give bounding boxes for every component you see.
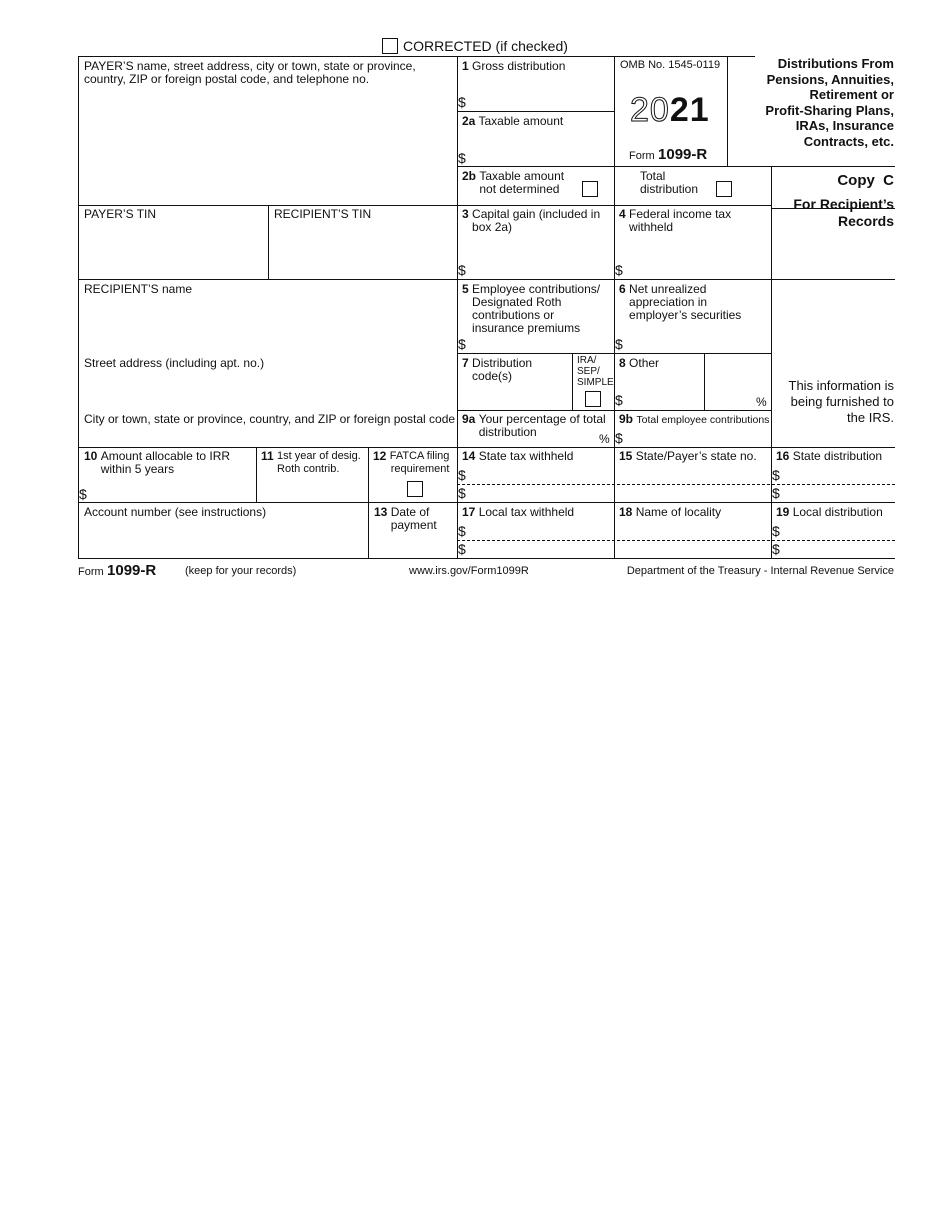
omb-number: OMB No. 1545-0119 bbox=[620, 59, 721, 71]
box9b-field[interactable] bbox=[627, 429, 767, 446]
box15-field-2[interactable] bbox=[616, 485, 769, 501]
irs-info: This information is being furnished to the IRS. bbox=[788, 378, 894, 425]
rule-166 bbox=[457, 166, 771, 167]
box2b-checkbox[interactable] bbox=[582, 181, 598, 197]
box8-field[interactable] bbox=[627, 390, 701, 408]
box8-label: 8 Other bbox=[619, 356, 660, 370]
recipient-name-label: RECIPIENT’S name bbox=[84, 282, 193, 296]
box5-field[interactable] bbox=[470, 334, 610, 351]
box6-dollar: $ bbox=[615, 336, 623, 352]
rule-col-727 bbox=[727, 56, 728, 166]
box10-field[interactable] bbox=[91, 484, 253, 501]
box17-label: 17 Local tax withheld bbox=[462, 505, 575, 519]
box9a-percent: % bbox=[599, 432, 610, 446]
corrected-checkbox[interactable] bbox=[382, 38, 398, 54]
box17-dollar-2: $ bbox=[458, 541, 466, 557]
box8-percent: % bbox=[756, 395, 767, 409]
box14-dollar-1: $ bbox=[458, 467, 466, 483]
rule-7ira bbox=[572, 353, 573, 410]
box4-dollar: $ bbox=[615, 262, 623, 278]
box2b-label: 2b Taxable amount not determined bbox=[462, 169, 565, 196]
box19-field-1[interactable] bbox=[784, 522, 894, 539]
box8-dollar: $ bbox=[615, 392, 623, 408]
box5-label: 5 Employee contributions/ Designated Roth contributions or insurance premiums bbox=[462, 282, 601, 335]
box4-field[interactable] bbox=[627, 258, 767, 277]
box17-field-1[interactable] bbox=[470, 522, 610, 539]
rule-tin bbox=[268, 205, 269, 279]
box3-label: 3 Capital gain (included in box 2a) bbox=[462, 207, 601, 234]
box9a-label: 9a Your percentage of total distribution bbox=[462, 412, 606, 439]
rule-top bbox=[78, 56, 755, 57]
form-title: Distributions From Pensions, Annuities, Retirement or Profit-Sharing Plans, IRAs, Insurance Contracts, etc. bbox=[765, 56, 894, 149]
rule-410 bbox=[457, 410, 771, 411]
box16-dollar-1: $ bbox=[772, 467, 780, 483]
box17-field-2[interactable] bbox=[470, 541, 610, 557]
box4-label: 4 Federal income tax withheld bbox=[619, 207, 732, 234]
box7-label: 7 Distribution code(s) bbox=[462, 356, 533, 383]
copy-name: Copy C bbox=[837, 172, 894, 189]
box10-label: 10 Amount allocable to IRR within 5 years bbox=[84, 449, 231, 476]
box13-label: 13 Date of payment bbox=[374, 505, 437, 532]
box14-field-1[interactable] bbox=[470, 466, 610, 483]
box19-label: 19 Local distribution bbox=[776, 505, 883, 519]
box16-field-1[interactable] bbox=[784, 466, 894, 483]
box9b-label: 9b Total employee contributions bbox=[619, 412, 770, 426]
tax-year-light: 20 bbox=[630, 91, 670, 129]
rule-279 bbox=[78, 279, 895, 280]
box14-label: 14 State tax withheld bbox=[462, 449, 574, 463]
box19-dollar-1: $ bbox=[772, 523, 780, 539]
box9a-field[interactable] bbox=[550, 428, 596, 446]
payer-name-field[interactable] bbox=[80, 90, 455, 203]
payer-tin-field[interactable] bbox=[80, 224, 266, 277]
box14-field-2[interactable] bbox=[470, 485, 610, 501]
box1-label: 1 Gross distribution bbox=[462, 59, 566, 73]
street-label: Street address (including apt. no.) bbox=[84, 356, 265, 370]
box2a-dollar: $ bbox=[458, 150, 466, 166]
box15-field-1[interactable] bbox=[616, 466, 769, 483]
box19-field-2[interactable] bbox=[784, 541, 894, 557]
box7-ira-label: IRA/ SEP/ SIMPLE bbox=[577, 355, 614, 388]
rule-10-11 bbox=[256, 447, 257, 502]
footer-dept: Department of the Treasury - Internal Revenue Service bbox=[626, 565, 894, 577]
box11-field[interactable] bbox=[260, 480, 365, 500]
rule-11-12 bbox=[368, 447, 369, 559]
street-field[interactable] bbox=[80, 374, 455, 408]
total-distribution-label: Total distribution bbox=[640, 169, 699, 196]
box18-label: 18 Name of locality bbox=[619, 505, 722, 519]
box3-dollar: $ bbox=[458, 262, 466, 278]
box16-dollar-2: $ bbox=[772, 485, 780, 501]
box8-percent-field[interactable] bbox=[706, 390, 754, 408]
box2a-label: 2a Taxable amount bbox=[462, 114, 564, 128]
box3-field[interactable] bbox=[470, 258, 610, 277]
rule-447 bbox=[78, 447, 895, 448]
footer-form-name: Form 1099-R bbox=[78, 562, 157, 579]
footer-url[interactable]: www.irs.gov/Form1099R bbox=[409, 565, 529, 577]
box16-field-2[interactable] bbox=[784, 485, 894, 501]
corrected-label: CORRECTED (if checked) bbox=[403, 38, 568, 54]
rule-copyc bbox=[771, 166, 895, 167]
payer-name-label: PAYER’S name, street address, city or town, state or province, country, ZIP or foreign postal code, and telephone no. bbox=[84, 59, 416, 86]
box14-dollar-2: $ bbox=[458, 485, 466, 501]
rule-502 bbox=[78, 502, 895, 503]
tax-year bbox=[630, 92, 710, 128]
rule-bottom bbox=[78, 558, 895, 559]
box1-field[interactable] bbox=[470, 92, 610, 110]
rule-2a bbox=[457, 111, 614, 112]
footer-keep: (keep for your records) bbox=[185, 565, 297, 577]
box16-label: 16 State distribution bbox=[776, 449, 883, 463]
box15-label: 15 State/Payer’s state no. bbox=[619, 449, 757, 463]
city-label: City or town, state or province, country, and ZIP or foreign postal code bbox=[84, 412, 456, 426]
box9b-dollar: $ bbox=[615, 430, 623, 446]
total-distribution-checkbox[interactable] bbox=[716, 181, 732, 197]
box18-field-1[interactable] bbox=[616, 522, 769, 539]
box12-checkbox[interactable] bbox=[407, 481, 423, 497]
box18-field-2[interactable] bbox=[616, 541, 769, 557]
rule-8pct bbox=[704, 353, 705, 410]
box17-dollar-1: $ bbox=[458, 523, 466, 539]
payer-tin-label: PAYER’S TIN bbox=[84, 207, 157, 221]
box7-field[interactable] bbox=[470, 385, 568, 407]
box11-label: 11 1st year of desig. Roth contrib. bbox=[261, 449, 361, 475]
omb-form-name: Form 1099-R bbox=[629, 146, 708, 163]
box6-label: 6 Net unrealized appreciation in employer’s securities bbox=[619, 282, 742, 322]
copy-purpose: For Recipient’s Records bbox=[793, 196, 894, 229]
box10-dollar: $ bbox=[79, 486, 87, 502]
box7-ira-checkbox[interactable] bbox=[585, 391, 601, 407]
box2a-field[interactable] bbox=[470, 148, 610, 165]
city-field[interactable] bbox=[80, 428, 455, 446]
recipient-tin-label: RECIPIENT’S TIN bbox=[274, 207, 372, 221]
box1-dollar: $ bbox=[458, 94, 466, 110]
tax-year-bold: 21 bbox=[669, 91, 710, 129]
box5-dollar: $ bbox=[458, 336, 466, 352]
box6-field[interactable] bbox=[627, 334, 767, 351]
account-number-field[interactable] bbox=[80, 524, 366, 557]
account-number-label: Account number (see instructions) bbox=[84, 505, 267, 519]
box19-dollar-2: $ bbox=[772, 541, 780, 557]
box13-field[interactable] bbox=[370, 538, 455, 557]
rule-left bbox=[78, 56, 79, 559]
box12-label: 12 FATCA filing requirement bbox=[373, 449, 450, 475]
rule-353 bbox=[457, 353, 771, 354]
rule-205 bbox=[78, 205, 771, 206]
recipient-name-field[interactable] bbox=[80, 300, 455, 352]
recipient-tin-field[interactable] bbox=[270, 224, 455, 277]
